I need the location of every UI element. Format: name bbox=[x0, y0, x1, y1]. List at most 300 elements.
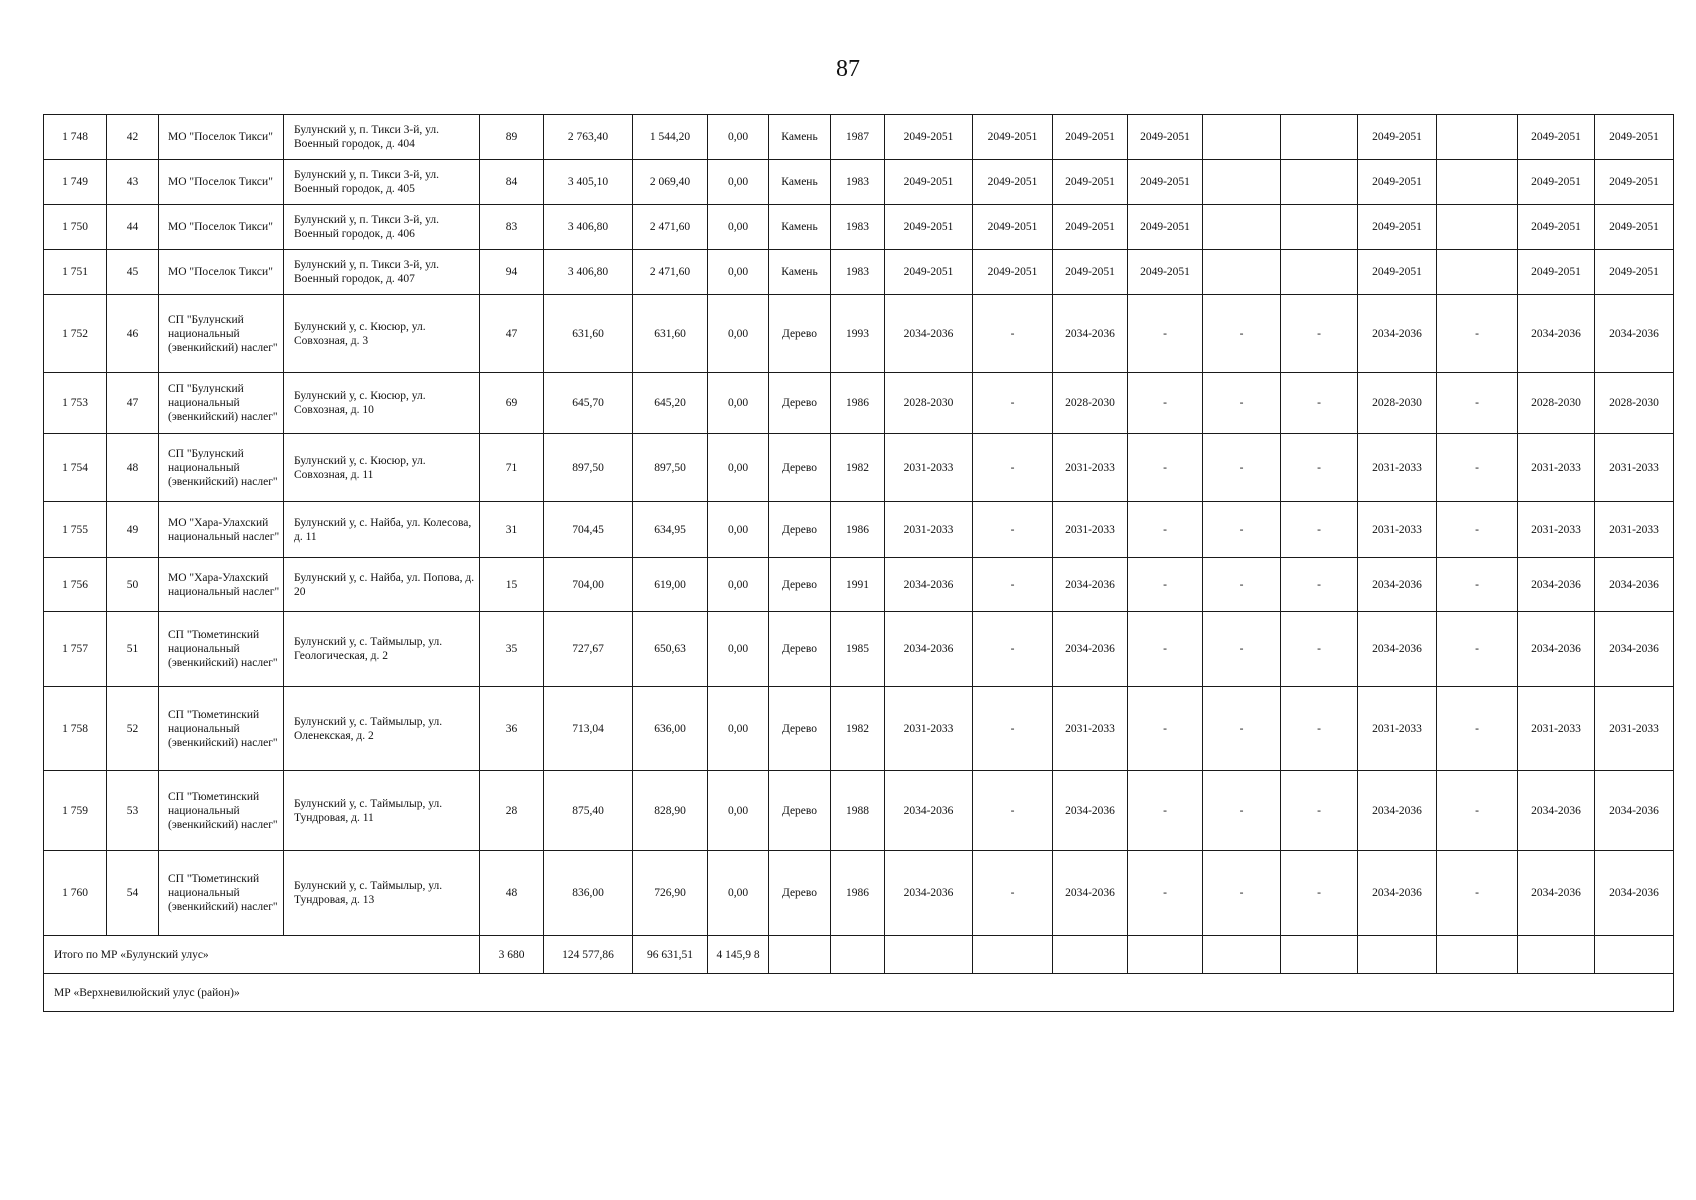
cell-value-2: 713,04 bbox=[544, 687, 633, 771]
cell-period: 2034-2036 bbox=[1053, 612, 1128, 687]
cell-period bbox=[1203, 205, 1281, 250]
table-row bbox=[44, 558, 1674, 612]
municipality-name: МО "Поселок Тикси" bbox=[168, 131, 273, 143]
cell-period: - bbox=[973, 558, 1053, 612]
cell-period: 2034-2036 bbox=[1358, 851, 1437, 936]
cell-municipality bbox=[159, 373, 284, 434]
cell-material: Дерево bbox=[769, 558, 831, 612]
cell-address: Булунский у, п. Тикси 3-й, ул. Военный городок, д. 407 bbox=[284, 250, 480, 295]
cell-record-number: 1 755 bbox=[44, 502, 107, 558]
cell-period: - bbox=[1437, 434, 1518, 502]
cell-value-3: 2 069,40 bbox=[633, 160, 708, 205]
cell-period bbox=[1437, 160, 1518, 205]
cell-material: Камень bbox=[769, 205, 831, 250]
municipality-name: СП "Тюметинский национальный (эвенкийский) наслег" bbox=[168, 629, 278, 669]
cell-period: - bbox=[1128, 851, 1203, 936]
cell-period bbox=[1281, 205, 1358, 250]
cell-material: Дерево bbox=[769, 851, 831, 936]
cell-period: 2031-2033 bbox=[1595, 434, 1674, 502]
cell-period bbox=[1281, 250, 1358, 295]
cell-value-1: 48 bbox=[480, 851, 544, 936]
cell-value-4: 0,00 bbox=[708, 115, 769, 160]
cell-period: - bbox=[973, 687, 1053, 771]
municipality-name: МО "Поселок Тикси" bbox=[168, 266, 273, 278]
cell-year: 1983 bbox=[831, 250, 885, 295]
cell-value-2: 645,70 bbox=[544, 373, 633, 434]
cell-address: Булунский у, п. Тикси 3-й, ул. Военный городок, д. 404 bbox=[284, 115, 480, 160]
cell-period: 2049-2051 bbox=[1358, 250, 1437, 295]
cell-value-2: 704,00 bbox=[544, 558, 633, 612]
cell-period bbox=[1437, 250, 1518, 295]
cell-item-number: 46 bbox=[107, 295, 159, 373]
cell-period: 2031-2033 bbox=[1518, 434, 1595, 502]
cell-period: - bbox=[1437, 295, 1518, 373]
cell-value-4: 0,00 bbox=[708, 558, 769, 612]
cell-period: 2034-2036 bbox=[1595, 771, 1674, 851]
cell-period: - bbox=[1437, 687, 1518, 771]
cell-year: 1988 bbox=[831, 771, 885, 851]
cell-municipality bbox=[159, 115, 284, 160]
cell-year: 1986 bbox=[831, 851, 885, 936]
cell-period: - bbox=[1437, 502, 1518, 558]
cell-period: 2031-2033 bbox=[1358, 687, 1437, 771]
cell-period bbox=[1437, 205, 1518, 250]
cell-record-number: 1 757 bbox=[44, 612, 107, 687]
cell-period: 2034-2036 bbox=[1518, 295, 1595, 373]
total-value-3: 96 631,51 bbox=[633, 936, 708, 974]
cell-period: 2049-2051 bbox=[1053, 205, 1128, 250]
cell-value-4: 0,00 bbox=[708, 205, 769, 250]
cell-address: Булунский у, с. Кюсюр, ул. Совхозная, д. 11 bbox=[284, 434, 480, 502]
cell-record-number: 1 760 bbox=[44, 851, 107, 936]
cell-period: - bbox=[973, 612, 1053, 687]
cell-value-2: 704,45 bbox=[544, 502, 633, 558]
cell-address: Булунский у, с. Кюсюр, ул. Совхозная, д. 3 bbox=[284, 295, 480, 373]
cell-municipality bbox=[159, 558, 284, 612]
cell-period: - bbox=[1437, 851, 1518, 936]
cell-year: 1982 bbox=[831, 687, 885, 771]
cell-municipality bbox=[159, 434, 284, 502]
total-value-2: 124 577,86 bbox=[544, 936, 633, 974]
cell-value-1: 47 bbox=[480, 295, 544, 373]
table-row bbox=[44, 295, 1674, 373]
cell-period: 2034-2036 bbox=[1518, 558, 1595, 612]
cell-value-1: 83 bbox=[480, 205, 544, 250]
cell-municipality bbox=[159, 502, 284, 558]
cell-item-number: 48 bbox=[107, 434, 159, 502]
table-row bbox=[44, 687, 1674, 771]
cell-period: - bbox=[1437, 612, 1518, 687]
cell-period: - bbox=[1281, 687, 1358, 771]
cell-value-3: 726,90 bbox=[633, 851, 708, 936]
cell-period: - bbox=[1203, 558, 1281, 612]
cell-period: - bbox=[1128, 558, 1203, 612]
table-row bbox=[44, 851, 1674, 936]
cell-value-3: 619,00 bbox=[633, 558, 708, 612]
cell-value-4: 0,00 bbox=[708, 250, 769, 295]
cell-period: 2034-2036 bbox=[1518, 771, 1595, 851]
municipality-name: МО "Поселок Тикси" bbox=[168, 176, 273, 188]
cell-year: 1991 bbox=[831, 558, 885, 612]
cell-period: 2049-2051 bbox=[1053, 250, 1128, 295]
cell-period: 2049-2051 bbox=[973, 250, 1053, 295]
cell-year: 1983 bbox=[831, 160, 885, 205]
empty-cell bbox=[885, 936, 973, 974]
empty-cell bbox=[1437, 936, 1518, 974]
cell-period: 2031-2033 bbox=[1518, 502, 1595, 558]
cell-period: - bbox=[1203, 771, 1281, 851]
cell-record-number: 1 748 bbox=[44, 115, 107, 160]
cell-period: 2034-2036 bbox=[1518, 851, 1595, 936]
total-value-1: 3 680 bbox=[480, 936, 544, 974]
empty-cell bbox=[1518, 936, 1595, 974]
cell-period: - bbox=[973, 373, 1053, 434]
cell-period bbox=[1281, 115, 1358, 160]
cell-period: 2031-2033 bbox=[1053, 434, 1128, 502]
cell-municipality bbox=[159, 851, 284, 936]
cell-period: 2049-2051 bbox=[1358, 160, 1437, 205]
cell-municipality bbox=[159, 205, 284, 250]
municipality-name: МО "Хара-Улахский национальный наслег" bbox=[168, 571, 280, 598]
cell-period: 2049-2051 bbox=[885, 205, 973, 250]
cell-value-4: 0,00 bbox=[708, 295, 769, 373]
cell-period: - bbox=[1437, 558, 1518, 612]
housing-program-table bbox=[43, 114, 1674, 1012]
cell-period bbox=[1437, 115, 1518, 160]
cell-value-1: 69 bbox=[480, 373, 544, 434]
cell-period bbox=[1203, 160, 1281, 205]
cell-item-number: 44 bbox=[107, 205, 159, 250]
cell-year: 1983 bbox=[831, 205, 885, 250]
cell-period: 2031-2033 bbox=[1053, 687, 1128, 771]
cell-address: Булунский у, с. Найба, ул. Попова, д. 20 bbox=[284, 558, 480, 612]
cell-material: Камень bbox=[769, 115, 831, 160]
cell-value-1: 84 bbox=[480, 160, 544, 205]
cell-period: 2034-2036 bbox=[1358, 295, 1437, 373]
cell-period: 2031-2033 bbox=[885, 502, 973, 558]
cell-period bbox=[1203, 250, 1281, 295]
cell-item-number: 51 bbox=[107, 612, 159, 687]
cell-period: - bbox=[1203, 434, 1281, 502]
empty-cell bbox=[1128, 936, 1203, 974]
cell-value-1: 36 bbox=[480, 687, 544, 771]
section-label: МР «Верхневилюйский улус (район)» bbox=[44, 974, 1674, 1012]
cell-address: Булунский у, п. Тикси 3-й, ул. Военный городок, д. 405 bbox=[284, 160, 480, 205]
table-row bbox=[44, 160, 1674, 205]
cell-period: 2049-2051 bbox=[885, 160, 973, 205]
cell-period: - bbox=[1128, 771, 1203, 851]
municipality-name: СП "Булунский национальный (эвенкийский) наслег" bbox=[168, 313, 278, 354]
cell-period: - bbox=[1128, 502, 1203, 558]
cell-period: 2049-2051 bbox=[1595, 160, 1674, 205]
cell-period: 2028-2030 bbox=[1595, 373, 1674, 434]
page-number: 87 bbox=[836, 56, 860, 82]
cell-period: 2049-2051 bbox=[1595, 205, 1674, 250]
cell-period: 2049-2051 bbox=[973, 115, 1053, 160]
cell-period: 2028-2030 bbox=[885, 373, 973, 434]
cell-value-4: 0,00 bbox=[708, 687, 769, 771]
cell-period bbox=[1281, 160, 1358, 205]
cell-value-1: 28 bbox=[480, 771, 544, 851]
cell-period: 2049-2051 bbox=[1518, 115, 1595, 160]
cell-value-2: 897,50 bbox=[544, 434, 633, 502]
cell-material: Дерево bbox=[769, 771, 831, 851]
municipality-name: СП "Булунский национальный (эвенкийский) наслег" bbox=[168, 383, 278, 423]
table-row bbox=[44, 205, 1674, 250]
empty-cell bbox=[831, 936, 885, 974]
cell-record-number: 1 756 bbox=[44, 558, 107, 612]
cell-period: - bbox=[973, 434, 1053, 502]
cell-value-3: 2 471,60 bbox=[633, 205, 708, 250]
table-row bbox=[44, 373, 1674, 434]
empty-cell bbox=[1595, 936, 1674, 974]
cell-value-2: 875,40 bbox=[544, 771, 633, 851]
total-label: Итого по МР «Булунский улус» bbox=[44, 936, 480, 974]
cell-period: 2034-2036 bbox=[1595, 558, 1674, 612]
empty-cell bbox=[1053, 936, 1128, 974]
table-row bbox=[44, 115, 1674, 160]
cell-item-number: 49 bbox=[107, 502, 159, 558]
cell-period: - bbox=[1281, 502, 1358, 558]
cell-period: 2034-2036 bbox=[1358, 771, 1437, 851]
cell-period: 2034-2036 bbox=[1053, 295, 1128, 373]
cell-municipality bbox=[159, 250, 284, 295]
cell-address: Булунский у, с. Таймылыр, ул. Тундровая, д. 13 bbox=[284, 851, 480, 936]
empty-cell bbox=[1281, 936, 1358, 974]
municipality-name: СП "Тюметинский национальный (эвенкийский) наслег" bbox=[168, 708, 278, 749]
cell-value-1: 71 bbox=[480, 434, 544, 502]
table-row bbox=[44, 771, 1674, 851]
cell-period: 2049-2051 bbox=[885, 115, 973, 160]
cell-period: 2049-2051 bbox=[1518, 205, 1595, 250]
cell-period: - bbox=[1281, 295, 1358, 373]
cell-period: 2049-2051 bbox=[1518, 160, 1595, 205]
empty-cell bbox=[1358, 936, 1437, 974]
cell-period bbox=[1203, 115, 1281, 160]
cell-period: 2049-2051 bbox=[1595, 115, 1674, 160]
cell-value-3: 2 471,60 bbox=[633, 250, 708, 295]
cell-period: - bbox=[1437, 373, 1518, 434]
cell-period: 2031-2033 bbox=[885, 434, 973, 502]
cell-value-2: 3 405,10 bbox=[544, 160, 633, 205]
cell-municipality bbox=[159, 160, 284, 205]
cell-period: 2049-2051 bbox=[973, 205, 1053, 250]
cell-address: Булунский у, с. Таймылыр, ул. Тундровая, д. 11 bbox=[284, 771, 480, 851]
cell-period: - bbox=[1203, 687, 1281, 771]
cell-value-4: 0,00 bbox=[708, 502, 769, 558]
cell-period: 2034-2036 bbox=[1053, 771, 1128, 851]
cell-municipality bbox=[159, 687, 284, 771]
cell-value-3: 828,90 bbox=[633, 771, 708, 851]
cell-record-number: 1 750 bbox=[44, 205, 107, 250]
cell-period: 2031-2033 bbox=[1053, 502, 1128, 558]
cell-period: 2034-2036 bbox=[1595, 851, 1674, 936]
cell-material: Дерево bbox=[769, 434, 831, 502]
cell-value-3: 650,63 bbox=[633, 612, 708, 687]
cell-period: 2034-2036 bbox=[1053, 558, 1128, 612]
cell-material: Дерево bbox=[769, 373, 831, 434]
cell-item-number: 52 bbox=[107, 687, 159, 771]
cell-item-number: 54 bbox=[107, 851, 159, 936]
table-row bbox=[44, 250, 1674, 295]
empty-cell bbox=[973, 936, 1053, 974]
municipality-name: СП "Тюметинский национальный (эвенкийский) наслег" bbox=[168, 790, 278, 831]
cell-municipality bbox=[159, 771, 284, 851]
cell-period: 2031-2033 bbox=[885, 687, 973, 771]
cell-period: - bbox=[1281, 434, 1358, 502]
table-row bbox=[44, 502, 1674, 558]
cell-period: 2028-2030 bbox=[1518, 373, 1595, 434]
cell-value-1: 94 bbox=[480, 250, 544, 295]
cell-period: 2034-2036 bbox=[1053, 851, 1128, 936]
cell-period: 2031-2033 bbox=[1595, 687, 1674, 771]
cell-period: 2034-2036 bbox=[1595, 612, 1674, 687]
cell-value-1: 15 bbox=[480, 558, 544, 612]
municipality-name: СП "Булунский национальный (эвенкийский) наслег" bbox=[168, 447, 278, 488]
cell-value-4: 0,00 bbox=[708, 612, 769, 687]
cell-period: 2034-2036 bbox=[885, 558, 973, 612]
cell-period: 2028-2030 bbox=[1358, 373, 1437, 434]
cell-period: 2034-2036 bbox=[885, 851, 973, 936]
cell-value-4: 0,00 bbox=[708, 771, 769, 851]
cell-period: 2031-2033 bbox=[1595, 502, 1674, 558]
cell-value-2: 3 406,80 bbox=[544, 250, 633, 295]
cell-value-2: 631,60 bbox=[544, 295, 633, 373]
cell-item-number: 47 bbox=[107, 373, 159, 434]
cell-year: 1986 bbox=[831, 373, 885, 434]
cell-material: Дерево bbox=[769, 502, 831, 558]
cell-value-2: 2 763,40 bbox=[544, 115, 633, 160]
cell-value-3: 631,60 bbox=[633, 295, 708, 373]
cell-value-3: 897,50 bbox=[633, 434, 708, 502]
cell-period: 2028-2030 bbox=[1053, 373, 1128, 434]
cell-item-number: 42 bbox=[107, 115, 159, 160]
cell-value-2: 3 406,80 bbox=[544, 205, 633, 250]
cell-period: - bbox=[1281, 851, 1358, 936]
cell-value-3: 1 544,20 bbox=[633, 115, 708, 160]
cell-year: 1985 bbox=[831, 612, 885, 687]
cell-period: 2049-2051 bbox=[1358, 205, 1437, 250]
cell-period: 2034-2036 bbox=[1358, 612, 1437, 687]
cell-value-2: 727,67 bbox=[544, 612, 633, 687]
cell-value-3: 634,95 bbox=[633, 502, 708, 558]
cell-item-number: 50 bbox=[107, 558, 159, 612]
cell-value-4: 0,00 bbox=[708, 851, 769, 936]
cell-year: 1982 bbox=[831, 434, 885, 502]
cell-record-number: 1 752 bbox=[44, 295, 107, 373]
cell-material: Дерево bbox=[769, 612, 831, 687]
cell-period: 2034-2036 bbox=[885, 612, 973, 687]
cell-period: - bbox=[973, 771, 1053, 851]
cell-period: 2049-2051 bbox=[1358, 115, 1437, 160]
cell-record-number: 1 758 bbox=[44, 687, 107, 771]
cell-record-number: 1 751 bbox=[44, 250, 107, 295]
cell-value-1: 89 bbox=[480, 115, 544, 160]
cell-period: 2049-2051 bbox=[885, 250, 973, 295]
cell-value-4: 0,00 bbox=[708, 434, 769, 502]
cell-address: Булунский у, с. Таймылыр, ул. Геологическая, д. 2 bbox=[284, 612, 480, 687]
cell-period: 2034-2036 bbox=[1518, 612, 1595, 687]
total-value-4: 4 145,9 8 bbox=[708, 936, 769, 974]
cell-period: - bbox=[1281, 558, 1358, 612]
cell-period: - bbox=[1203, 373, 1281, 434]
cell-item-number: 45 bbox=[107, 250, 159, 295]
cell-period: - bbox=[1203, 612, 1281, 687]
cell-period: - bbox=[973, 851, 1053, 936]
cell-value-4: 0,00 bbox=[708, 160, 769, 205]
cell-value-3: 636,00 bbox=[633, 687, 708, 771]
cell-record-number: 1 759 bbox=[44, 771, 107, 851]
cell-value-3: 645,20 bbox=[633, 373, 708, 434]
cell-address: Булунский у, с. Кюсюр, ул. Совхозная, д. 10 bbox=[284, 373, 480, 434]
cell-period: - bbox=[973, 502, 1053, 558]
cell-period: - bbox=[1203, 851, 1281, 936]
cell-address: Булунский у, с. Найба, ул. Колесова, д. 11 bbox=[284, 502, 480, 558]
cell-period: 2031-2033 bbox=[1358, 434, 1437, 502]
cell-period: - bbox=[1128, 434, 1203, 502]
cell-value-2: 836,00 bbox=[544, 851, 633, 936]
cell-period: 2049-2051 bbox=[1053, 115, 1128, 160]
cell-material: Камень bbox=[769, 250, 831, 295]
cell-period: 2031-2033 bbox=[1358, 502, 1437, 558]
cell-material: Дерево bbox=[769, 295, 831, 373]
cell-period: 2049-2051 bbox=[1128, 205, 1203, 250]
cell-period: - bbox=[1281, 771, 1358, 851]
cell-period: 2034-2036 bbox=[1358, 558, 1437, 612]
cell-item-number: 53 bbox=[107, 771, 159, 851]
municipality-name: СП "Тюметинский национальный (эвенкийский) наслег" bbox=[168, 873, 278, 913]
cell-year: 1987 bbox=[831, 115, 885, 160]
cell-record-number: 1 749 bbox=[44, 160, 107, 205]
municipality-name: МО "Хара-Улахский национальный наслег" bbox=[168, 516, 280, 543]
cell-period: 2034-2036 bbox=[885, 771, 973, 851]
cell-record-number: 1 754 bbox=[44, 434, 107, 502]
cell-period: - bbox=[1128, 373, 1203, 434]
cell-municipality bbox=[159, 612, 284, 687]
cell-material: Камень bbox=[769, 160, 831, 205]
cell-year: 1986 bbox=[831, 502, 885, 558]
cell-period: - bbox=[1128, 295, 1203, 373]
cell-value-4: 0,00 bbox=[708, 373, 769, 434]
cell-period: - bbox=[1281, 373, 1358, 434]
cell-period: 2049-2051 bbox=[1128, 115, 1203, 160]
cell-year: 1993 bbox=[831, 295, 885, 373]
cell-period: - bbox=[1128, 612, 1203, 687]
section-row bbox=[44, 974, 1674, 1012]
cell-material: Дерево bbox=[769, 687, 831, 771]
cell-period: - bbox=[1203, 502, 1281, 558]
cell-period: - bbox=[1128, 687, 1203, 771]
cell-period: 2049-2051 bbox=[1053, 160, 1128, 205]
cell-period: 2049-2051 bbox=[1595, 250, 1674, 295]
cell-period: 2049-2051 bbox=[973, 160, 1053, 205]
cell-period: - bbox=[1437, 771, 1518, 851]
table-row bbox=[44, 434, 1674, 502]
cell-period: 2034-2036 bbox=[885, 295, 973, 373]
empty-cell bbox=[1203, 936, 1281, 974]
cell-value-1: 31 bbox=[480, 502, 544, 558]
municipality-name: МО "Поселок Тикси" bbox=[168, 221, 273, 233]
cell-item-number: 43 bbox=[107, 160, 159, 205]
cell-period: 2031-2033 bbox=[1518, 687, 1595, 771]
cell-address: Булунский у, с. Таймылыр, ул. Оленекская, д. 2 bbox=[284, 687, 480, 771]
cell-address: Булунский у, п. Тикси 3-й, ул. Военный городок, д. 406 bbox=[284, 205, 480, 250]
cell-period: - bbox=[1281, 612, 1358, 687]
cell-period: 2034-2036 bbox=[1595, 295, 1674, 373]
cell-municipality bbox=[159, 295, 284, 373]
table-row bbox=[44, 612, 1674, 687]
cell-record-number: 1 753 bbox=[44, 373, 107, 434]
